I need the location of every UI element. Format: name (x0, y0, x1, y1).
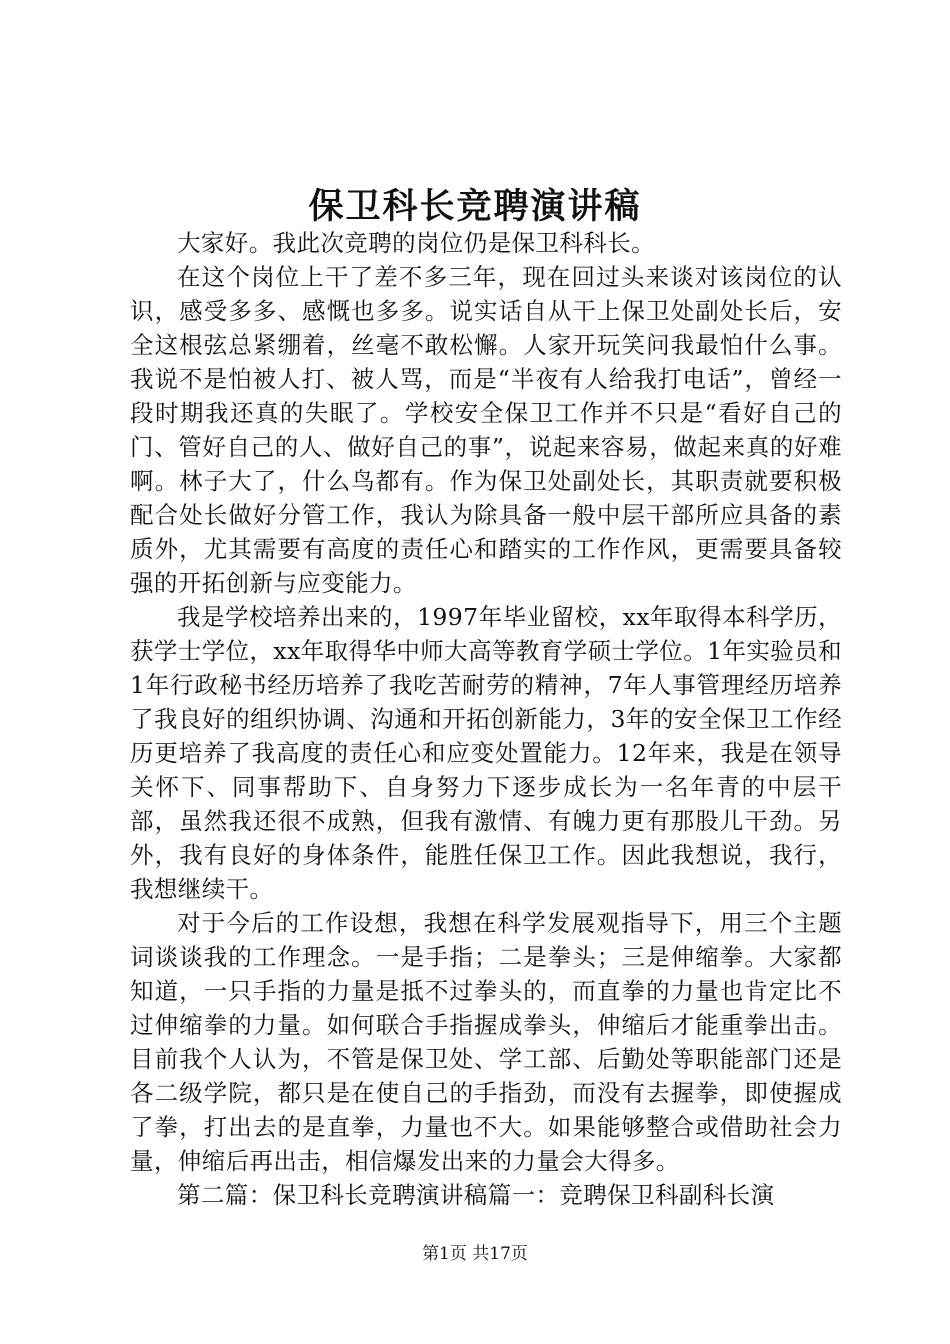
page-footer: 第1页 共17页 (422, 1244, 528, 1264)
paragraph-second-article-heading: 第二篇：保卫科长竞聘演讲稿篇一：竞聘保卫科副科长演 (177, 1181, 775, 1209)
paragraph-greeting: 大家好。我此次竞聘的岗位仍是保卫科科长。 (177, 229, 655, 257)
paragraph-personal-background: 我是学校培养出来的，1997年毕业留校，xx年取得本科学历，获学士学位，xx年取得华中师大高等教育学硕士学位。1年实验员和1年行政秘书经历培养了我吃苦耐劳的精神，7年人事管理经历培养了我良好的组织协调、沟通和开拓创新能力，3年的安全保卫工作经历更培养了我高度的责任心和应变处置能力。12年来，我是在领导关怀下、同事帮助下、自身努力下逐步成长为一名年青的中层干部，虽然我还很不成熟，但我有激情、有魄力更有那股儿干劲。另外，我有良好的身体条件，能胜任保卫工作。因此我想说，我行，我想继续干。 (130, 603, 842, 903)
paragraph-role-understanding: 在这个岗位上干了差不多三年，现在回过头来谈对该岗位的认识，感受多多、感慨也多多。说实话自从干上保卫处副处长后，安全这根弦总紧绷着，丝毫不敢松懈。人家开玩笑问我最怕什么事。我说不是怕被人打、被人骂，而是“半夜有人给我打电话”，曾经一段时期我还真的失眠了。学校安全保卫工作并不只是“看好自己的门、管好自己的人、做好自己的事”，说起来容易，做起来真的好难啊。林子大了，什么鸟都有。作为保卫处副处长，其职责就要积极配合处长做好分管工作，我认为除具备一般中层干部所应具备的素质外，尤其需要有高度的责任心和踏实的工作作风，更需要具备较强的开拓创新与应变能力。 (130, 263, 842, 597)
document-body (130, 226, 842, 1212)
paragraph-work-plan: 对于今后的工作设想，我想在科学发展观指导下，用三个主题词谈谈我的工作理念。一是手指；二是拳头；三是伸缩拳。大家都知道，一只手指的力量是抵不过拳头的，而直拳的力量也肯定比不过伸缩拳的力量。如何联合手指握成拳头，伸缩后才能重拳出击。目前我个人认为，不管是保卫处、学工部、后勤处等职能部门还是各二级学院，都只是在使自己的手指劲，而没有去握拳，即使握成了拳，打出去的是直拳，力量也不大。如果能够整合或借助社会力量，伸缩后再出击，相信爆发出来的力量会大得多。 (130, 909, 842, 1175)
document-title: 保卫科长竞聘演讲稿 (308, 186, 642, 227)
